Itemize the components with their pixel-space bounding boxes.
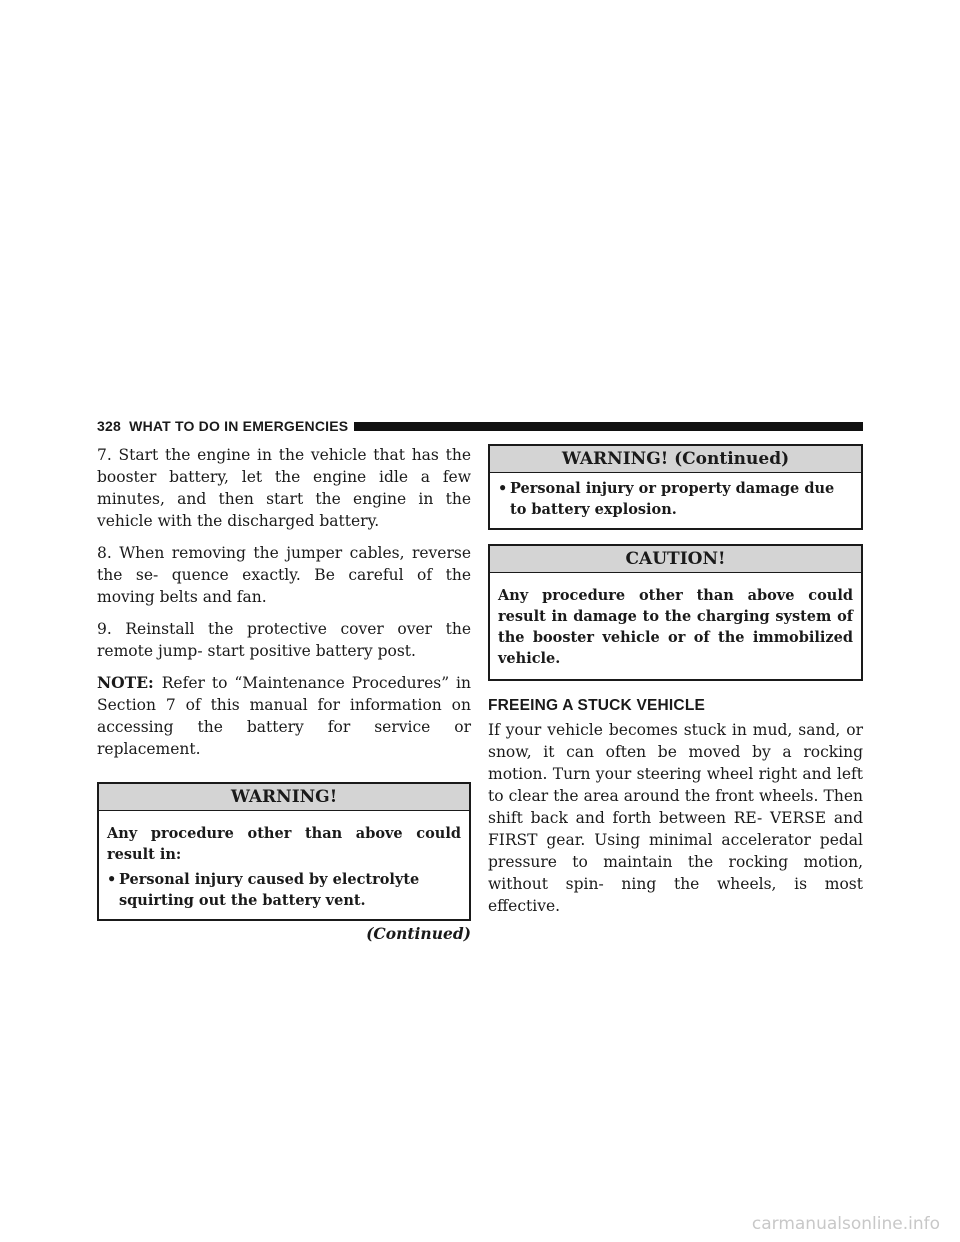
warning-continued-body (490, 473, 861, 528)
warning-continued-bullet (498, 478, 853, 520)
left-column (97, 444, 471, 945)
warning-title: WARNING! (99, 784, 469, 811)
watermark-text: carmanualsonline.info (751, 1214, 940, 1234)
bullet-dot: • (107, 871, 117, 888)
warning-bullet-text: Personal injury caused by electrolyte squirting out the battery vent. (119, 871, 420, 909)
continued-label: (Continued) (366, 924, 471, 943)
warning-continued-title: WARNING! (Continued) (490, 446, 861, 473)
page-number: 328 (97, 418, 121, 434)
note-text: Refer to “Maintenance Procedures” in Section 7 of this manual for information on accessing the battery for service or replacement. (97, 674, 471, 758)
note-label: NOTE: (97, 673, 154, 692)
stuck-vehicle-paragraph: If your vehicle becomes stuck in mud, sand, or snow, it can often be moved by a rocking motion. Turn your steering wheel right and left to clear the area around the front wheels. Then shift back and forth between RE- VERSE and FIRST gear. Using minimal accelerator pedal pressure to maintain the rocking motion, without spin- ning the wheels, is most effective. (488, 721, 863, 915)
caution-title: CAUTION! (490, 546, 861, 573)
header-text (97, 418, 348, 434)
step-7: 7. Start the engine in the vehicle that has the booster battery, let the engine idle a few minutes, and then start the engine in the vehicle with the discharged battery. (97, 446, 471, 530)
right-column (488, 444, 863, 927)
warning-continued-box (488, 444, 863, 530)
bullet-dot: • (498, 480, 508, 497)
warning-box (97, 782, 471, 921)
header-rule (354, 422, 863, 431)
note-paragraph (97, 672, 471, 760)
warning-bullet (107, 869, 461, 911)
warning-intro: Any procedure other than above could result in: (107, 825, 461, 863)
caution-box (488, 544, 863, 681)
warning-body (99, 811, 469, 919)
section-name: WHAT TO DO IN EMERGENCIES (129, 418, 349, 434)
section-title: FREEING A STUCK VEHICLE (488, 697, 706, 714)
step-8: 8. When removing the jumper cables, reverse the se- quence exactly. Be careful of the moving belts and fan. (97, 544, 471, 606)
page-header (97, 416, 863, 436)
caution-text: Any procedure other than above could result in damage to the charging system of the booster vehicle or of the immobilized vehicle. (498, 587, 853, 667)
caution-body (490, 573, 861, 679)
warning-continued-bullet-text: Personal injury or property damage due to battery explosion. (510, 480, 835, 518)
step-9: 9. Reinstall the protective cover over the remote jump- start positive battery post. (97, 620, 471, 660)
